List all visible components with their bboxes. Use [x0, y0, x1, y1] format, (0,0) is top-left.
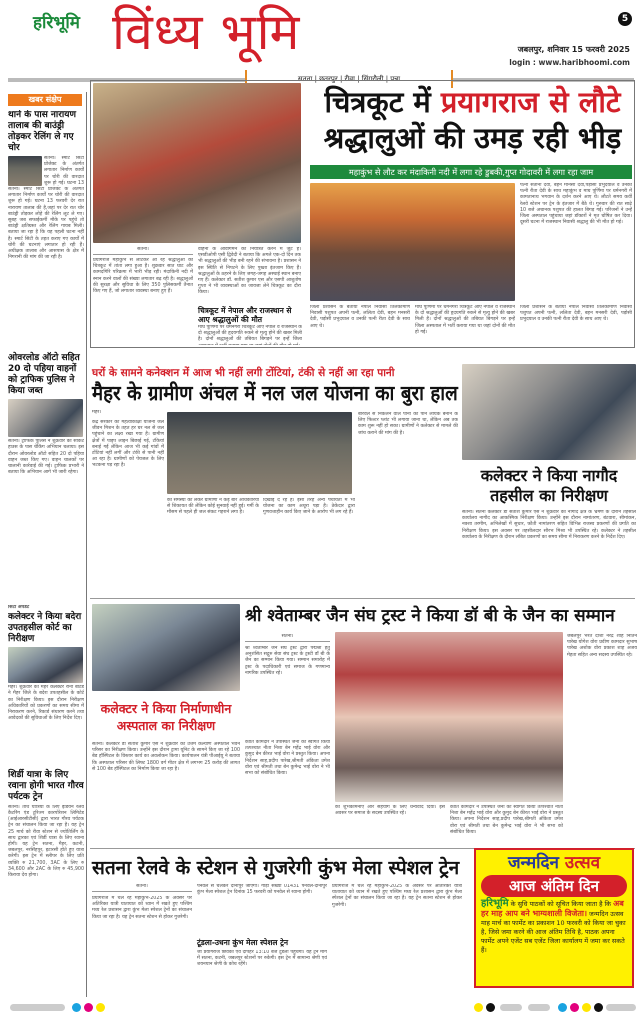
dateline: सतना। — [93, 247, 193, 255]
registration-dot-magenta — [570, 1003, 579, 1012]
registration-dot-yellow — [96, 1003, 105, 1012]
brief-headline: थाने के पास नारायण तालाब की बाउंड्री तोड़कर रेलिंग ले गए चोर — [8, 110, 76, 153]
section-divider — [90, 598, 635, 599]
ad-banner: आज अंतिम दिन — [481, 875, 627, 897]
brief-text: सतना। स्मार्ट सिटी प्रोजेक्ट के अंतर्गत लगातार निर्माण कार्यों पर चोरी की वारदात शुरू हो गई। घटना 13 — [44, 156, 84, 186]
ad-brand: हरिभूमि — [481, 898, 509, 909]
birthday-contest-ad — [474, 848, 634, 988]
article-text: जिला प्रशासन के बताया नेपाल निवासी तिलकामणि निवासी पशुपत अपनी पत्नी, ललिता देवी, बहन मनसरी देवी, पड़ोसी प्रभुदयाल व उनकी पत्नी रीता देवी के साथ आए थे। — [520, 305, 632, 323]
article-text: की समस्या को लेकर ग्रामीणों ने कई बार अधिकारियों से शिकायत की लेकिन कोई सुनवाई नहीं हुई। गर्मी के मौसम से पहले ही जल संकट गहराने लगा है। — [167, 498, 259, 516]
article-text: कीर्ति कामदार ने उपस्थित जनों का स्वागत किया तत्पश्चात नीता निशा बेन महेंद्र भाई वोरा और कुमुद बेन कीरत भाई वोरा ने प्रस्तुत किया। अपना निर्देशन साह,प्रदीप पारेख,श्रीमती अंकिता उमेश वोरा एवं श्रीमती तथा बेन कुमेन्द्र भाई वोरा ने भी सभा को संबोधित किया। — [245, 740, 330, 777]
hospital-story-headline: कलेक्टर ने किया निर्माणाधीन अस्पताल का निरीक्षण — [100, 701, 232, 733]
brief-photo — [8, 647, 83, 683]
brief-text: मैहर। शुक्रवार को मैहर कलेक्टर रानी बाटड ने मैहर जिले के बदेरा उपतहसील के कोर्ट का निरीक्षण किया। इस दौरान निरीक्षण अधिकारियों को प्रकरणों का समय सीमा में निराकरण करने, रिकार्ड संधारण करने तथा आवेदकों की सुविधाओं के लिए निर्देश दिए। — [8, 685, 84, 722]
water-tank-photo — [167, 412, 352, 494]
top-story-headline — [310, 84, 635, 156]
registration-dot-black — [486, 1003, 495, 1012]
hospital-visit-photo — [92, 604, 240, 691]
article-text: प्रयागराज महाकुंभ से लौटकर आ रहे श्रद्धालुओं का चित्रकूट में तांता लगा हुआ है। शुक्रवार सात घाट और कामदगिरि परिक्रमा में भारी भीड़ रही। मंदाकिनी नदी में स्नान करने वालों की संख्या लगातार बढ़ रही है। श्रद्धालुओं की सुरक्षा और सुविधा के लिए 350 पुलिसकर्मी तैनात किए गए हैं, जो लगातार व्यवस्था बनाए हुए हैं। — [93, 258, 193, 295]
page-number: 5 — [618, 12, 632, 26]
train-story-headline: सतना रेलवे के स्टेशन से गुजरेगी कुंभ मेला स्पेशल ट्रेन — [92, 857, 460, 879]
article-text: सतना। सतना कलेक्टर डॉ सतीश कुमार एस ने शुक्रवार को नागौद क्षेत्र के भ्रमण के दौरान तहसील कार्यालय नागौद का आकस्मिक निरीक्षण किया। उन्होंने इस दौरान नामांतरण, बंटवारा, सीमांकन, नक्शा तरमीम, अभिलेखों में सुधार, फ़ौती नामांतरण सहित विभिन्न राजस्व प्रकरणों की प्रगति का निरीक्षण किया। इस अवसर पर तहसीलदार सौरभ मिश्रा भी उपस्थित रहे। कलेक्टर ने तहसील कार्यालय के निरीक्षण के दौरान लंबित प्रकरणों का समय सीमा में निराकरण करने के निर्देश दिए। — [462, 510, 636, 540]
article-text: कीर्ति कामदार ने उपस्थित जनों का स्वागत किया तत्पश्चात नीता निशा बेन महेंद्र भाई वोरा और कुमुद बेन कीरत भाई वोरा ने प्रस्तुत किया। अपना निर्देशन साह,प्रदीप पारेख,श्रीमती अंकिता उमेश वोरा एवं श्रीमती तथा बेन कुमेन्द्र भाई वोरा ने भी सभा को संबोधित किया। — [450, 805, 563, 835]
headline-part: चित्रकूट में — [324, 85, 441, 119]
top-story-subhead: महाकुंभ से लौट कर मंदाकिनी नदी में लगा रहे डुबकी,गुप्त गोदावरी में लगा रहा जाम — [310, 165, 632, 179]
collector-inspection-photo — [462, 364, 636, 460]
nagod-story-headline: कलेक्टर ने किया नागौद तहसील का निरीक्षण — [480, 466, 618, 505]
ad-text: के सुधि पाठकों को सूचित किया जाता है कि — [508, 900, 614, 908]
brief-headline: ओवरलोड ऑटो सहित 20 दो पहिया वाहनों को ट्राफिक पुलिस ने किया जब्त — [8, 353, 80, 397]
dateline: सतना। — [92, 884, 192, 892]
ad-highlight: अब हर माह आप बने भाग्यशाली विजेता। — [481, 899, 624, 918]
registration-dot-yellow — [582, 1003, 591, 1012]
brief-headline: शिर्डी यात्रा के लिए रवाना होगी भारत गौरव पर्यटक ट्रेन — [8, 769, 84, 802]
felicitation-photo — [335, 632, 563, 802]
headline-part: श्रद्धालुओं की उमड़ रही भीड़ — [323, 121, 622, 155]
article-text: पनवेल से चलकर दानापुर जाएगी। गाड़ी संख्या 01431 पनवेल-दानापुर कुंभ मेला स्पेशल ट्रेन दिनांक 15 फरवरी को पनवेल से रवाना होगी। — [197, 884, 327, 896]
article-text: माघ पूर्णिमा पर धर्मनगरी चित्रकूट आए नेपाल व राजस्थान के दो श्रद्धालुओं की हृदयगति रुकने से मृत्यु होने की खबर मिली है। दोनों श्रद्धालुओं की तबियत बिगड़ने पर इन्हें जिला अस्पताल में भर्ती कराया गया था जहां दोनों की मौत हो गई। — [415, 305, 515, 335]
article-text: वाहनों के आवागमन को नियंत्रित करने में जुटे हैं। एसडीओपी एसी द्विवेदी ने बताया कि अगले एक-दो दिन तक भी श्रद्धालुओं की भीड़ बनी रहने की संभावना है। प्रशासन ने इस स्थिति से निपटने के लिए पुख्ता इंतजाम किए हैं। श्रद्धालुओं के ठहरने के लिए जगह-जगह अस्थाई स्थान बनाए गए हैं। कलेक्टर डॉ. सतीश कुमार एस और एसपी आशुतोष गुप्ता ने भी व्यवस्थाओं का जायजा लेने चित्रकूट का दौरा किया। — [198, 247, 301, 296]
edition-date: जबलपुर, शनिवार 15 फरवरी 2025 — [517, 45, 630, 54]
article-text: केंद्र सरकार की महत्वाकांक्षी योजना जल जीवन मिशन के तहत हर घर नल से जल पहुंचाने का लक्ष्य रखा गया है। ग्रामीण क्षेत्रों में पाइप लाइन बिछाई गई, टंकियां बनाई गईं लेकिन आज भी कई गांवों में टोंटियां नहीं लगीं और टंकी से पानी नहीं आ रहा है। ग्रामीणों को पेयजल के लिए भटकना पड़ रहा है। — [92, 420, 164, 469]
brief-photo — [8, 156, 42, 186]
article-subhead: चित्रकूट में नेपाल और राजस्थान से आए श्रद्धालुओं की मौत — [198, 306, 292, 324]
ad-text: जन्मदिन उत्सव माह मार्च का फार्मेट का प्रकाशन 10 फरवरी को किया जा चुका है, जिसे जमा करने की आज अंतिम तिथि है, पाठक अपना फार्मेट अपने एजेंट सब एजेंट जिला कार्यालय में जमा कर सकते हैं। — [481, 910, 626, 954]
headline-highlight: प्रयागराज से लौटे — [440, 85, 621, 119]
ad-title — [481, 853, 627, 873]
dateline: मैहर। — [92, 410, 102, 415]
article-text: प्रयागराज में चल रहे महाकुंभ-2025 के अवसर पर अतिरिक्त यात्री यातायात को ध्यान में रखते हुए पश्चिम मध्य रेल प्रशासन द्वारा कुंभ मेला स्पेशल ट्रेनों का संचालन किया जा रहा है। यह ट्रेन सतना स्टेशन से होकर गुजरेगी। — [92, 896, 192, 920]
article-text: पत्नी सतीना देवी, बहन मानसी देवी,पड़ोसी प्रभुदयाल व उनकी पत्नी रीता देवी के साथ महाकुंभ व माघ पूर्णिमा पर धर्मनगरी में कामतानाथ भगवान के दर्शन करने आए थे। लौटते समय कर्वी रेलवे स्टेशन पर ट्रेन के इंतजार में बैठे थे। गुरुवार की रात साढ़े 10 बजे अचानक पशुपत की हालत बिगड़ गई। परिजनों ने उन्हें जिला अस्पताल पहुंचाया जहां डॉक्टरों ने मृत घोषित कर दिया। दूसरी घटना में राजस्थान निवासी श्रद्धालु की भी मौत हो गई। — [520, 183, 632, 226]
brief-text: सतना। ट्राफिक पुलिस ने शुक्रवार को सर्किट हाउस के पास चेकिंग अभियान चलाया। इस दौरान ओवरलोड ऑटो सहित 20 दो पहिया वाहन जब्त किए गए। वाहन चालकों पर चालानी कार्रवाई की गई। ट्राफिक प्रभारी ने बताया कि अभियान आगे भी जारी रहेगा। — [8, 439, 84, 476]
registration-bar — [528, 1004, 550, 1011]
registration-bar — [500, 1004, 522, 1011]
article-text: जबलपुर भरत दोशी नरेंद्र शाह नितिन पारेख योगेश वोरा प्रवीण कामदार सुभाष पारेख अशोक वोरा प्रकाश शाह अजय मेहता सहित अन्य सदस्य उपस्थित रहे। — [567, 634, 637, 658]
registration-dot-cyan — [558, 1003, 567, 1012]
dateline: सतना। — [245, 634, 330, 642]
water-story-headline: मैहर के ग्रामीण अंचल में नल जल योजना का बुरा हाल — [92, 381, 458, 405]
registration-dot-magenta — [84, 1003, 93, 1012]
registration-bar — [10, 1004, 65, 1011]
article-text: जिला प्रशासन के बताया नेपाल निवासी तिलकामणि निवासी पशुपत अपनी पत्नी, ललिता देवी, बहन मनसरी देवी, पड़ोसी प्रभुदयाल व उनकी पत्नी रीता देवी के साथ आए थे। — [310, 305, 410, 329]
website-link[interactable]: login : www.haribhoomi.com — [509, 58, 630, 67]
brief-photo — [8, 399, 83, 437]
article-text: दिखाई दे रहे हैं। इसी तरह अन्य पंचायतों में भी योजना का काम अधूरा पड़ा है। ठेकेदार द्वारा गुणवत्ताहीन कार्य किए जाने के आरोप भी लग रहे हैं। — [263, 498, 355, 516]
brief-photo-row — [8, 156, 84, 186]
water-story-kicker: घरों के सामने कनेक्शन में आज भी नहीं लगी टोंटियां, टंकी से नहीं आ रहा पानी — [92, 367, 395, 379]
article-text: प्रयागराज में चल रहे महाकुंभ-2025 के अवसर पर अतिरिक्त यात्री यातायात को ध्यान में रखते हुए पश्चिम मध्य रेल प्रशासन द्वारा कुंभ मेला स्पेशल ट्रेनों का संचालन किया जा रहा है। यह ट्रेन सतना स्टेशन से होकर गुजरेगी। — [332, 884, 462, 908]
edition-title: विंध्य भूमि — [112, 3, 301, 61]
article-text: बोरवेल से निकलने वाले पानी को पीने लायक बनाने के लिए फिल्टर प्लांट भी लगाया जाना था, लेकिन अब तक काम शुरू नहीं हो सका। ग्रामीणों ने कलेक्टर से मामले की जांच कराने की मांग की है। — [358, 412, 458, 436]
registration-dot-yellow — [474, 1003, 483, 1012]
city-nav: सतना | छतरपुर | रीवा | सिंगरौली | पन्ना — [245, 70, 453, 88]
jain-story-headline: श्री श्वेताम्बर जैन संघ ट्रस्ट ने किया डॉ बी के जैन का सम्मान — [245, 606, 615, 626]
column-divider — [86, 92, 87, 997]
ghat-crowd-photo — [93, 83, 301, 243]
registration-dot-cyan — [72, 1003, 81, 1012]
article-subhead: टूंडला-उधना कुंभ मेला स्पेशल ट्रेन — [197, 938, 289, 947]
news-brief-tab: खबर संक्षेप — [8, 94, 82, 106]
article-text: माघ पूर्णिमा पर धर्मनगरी चित्रकूट आए नेपाल व राजस्थान के दो श्रद्धालुओं की हृदयगति रुकने से मृत्यु होने की खबर मिली है। दोनों श्रद्धालुओं की तबियत बिगड़ने पर इन्हें जिला — [198, 325, 302, 343]
article-text: सतना। कलेक्टर डॉ सतीश कुमार एस ने शुक्रवार को उत्तम कल्याण अस्पताल भवन परिसर का निरीक्षण किया। उन्होंने इस दौरान ट्रामा यूनिट के सामने किए जा रहे 100 बेड हॉस्पिटल के विस्तार कार्य का अवलोकन किया। कार्यपालन यंत्री पीआईयू ने बताया कि अस्पताल परिसर की लिफ्ट 1800 वर्ग मीटर क्षेत्र में लगभग 25 करोड़ की लागत से 100 बेड हॉस्पिटल का निर्माण किया जा रहा है। — [92, 742, 240, 772]
brief-headline: कलेक्टर ने किया बदेरा उपतहसील कोर्ट का निरीक्षण — [8, 612, 82, 645]
article-text: जो प्रयागराज छिवकी एवं दोपहर 13:10 बजे टूंडला पहुंचेगी। यह ट्रेन मार्ग में सतना, कटनी, जबलपुर स्टेशनों पर रुकेगी। इस ट्रेन में सामान्य श्रेणी एवं शयनयान श्रेणी के कोच रहेंगे। — [197, 950, 327, 968]
news-brief-column — [8, 110, 84, 995]
temple-crowd-photo — [310, 183, 515, 301]
ad-title-part: उत्सव — [564, 853, 601, 873]
brand-logo: हरिभूमि — [33, 13, 80, 33]
brief-text: सतना। तीर्थ यात्रियों के लिए इंडियन रेलवे कैटरिंग एंड टूरिज्म कारपोरेशन लिमिटेड (आईआरसीटीसी) द्वारा भारत गौरव पर्यटक ट्रेन का संचालन किया जा रहा है। यह ट्रेन 25 मार्च को रीवा स्टेशन से ज्योतिर्लिंग के साथ द्वारका एवं शिर्डी यात्रा के लिए रवाना होगी। यह ट्रेन सतना, मैहर, कटनी, जबलपुर, नरसिंहपुर, इटारसी होते हुए यात्रा करेगी। इस ट्रेन में स्लीपर के लिए प्रति व्यक्ति रु 21,700, 3AC के लिए रु 34,600 और 2AC के लिए रु 45,900 किराया देय होगा। — [8, 804, 84, 878]
ad-body — [481, 899, 627, 955]
article-text: की शुभकामनाएं और सहयोग के लिए धन्यवाद दिया। इस अवसर पर समाज के सदस्य उपस्थित रहे। — [335, 805, 445, 817]
brief-text-cont: सतना। स्मार्ट सिटी प्रोजेक्ट के अंतर्गत लगातार निर्माण कार्यों पर चोरी की वारदात शुरू हो गई। घटना 13 फरवरी देर रात नारायण तालाब की है,जहां पर देर रात चोर बाउंड्री तोड़कर लोहे की रेलिंग लूट ले गए। सुबह जब सफाईकर्मी मौके पर पहुंचे तो बाउंड्री क्षतिग्रस्त और रेलिंग गायब मिली। बताया जा रहा है कि यह पहली घटना नहीं है। स्मार्ट सिटी के तहत कराए गए कार्यों में चोरी की घटनाएं लगातार हो रही हैं। अधीक्षक तालाब और आसपास के क्षेत्र में निगरानी की मांग की जा रही है। — [8, 187, 84, 261]
brief-label: सिटी अपडेट — [8, 605, 30, 611]
registration-dot-black — [594, 1003, 603, 1012]
article-text: श्री श्वेताम्बर जैन संघ ट्रस्ट द्वारा पद्मश्री हेतु अनुशंसित सद्गुरु सेवा संघ ट्रस्ट के ट्रस्टी डॉ बी के जैन का सम्मान किया गया। सम्मान समारोह में ट्रस्ट के पदाधिकारी एवं समाज के गणमान्य नागरिक उपस्थित रहे। — [245, 646, 330, 676]
ad-title-part: जन्मदिन — [507, 853, 565, 873]
registration-bar — [606, 1004, 636, 1011]
